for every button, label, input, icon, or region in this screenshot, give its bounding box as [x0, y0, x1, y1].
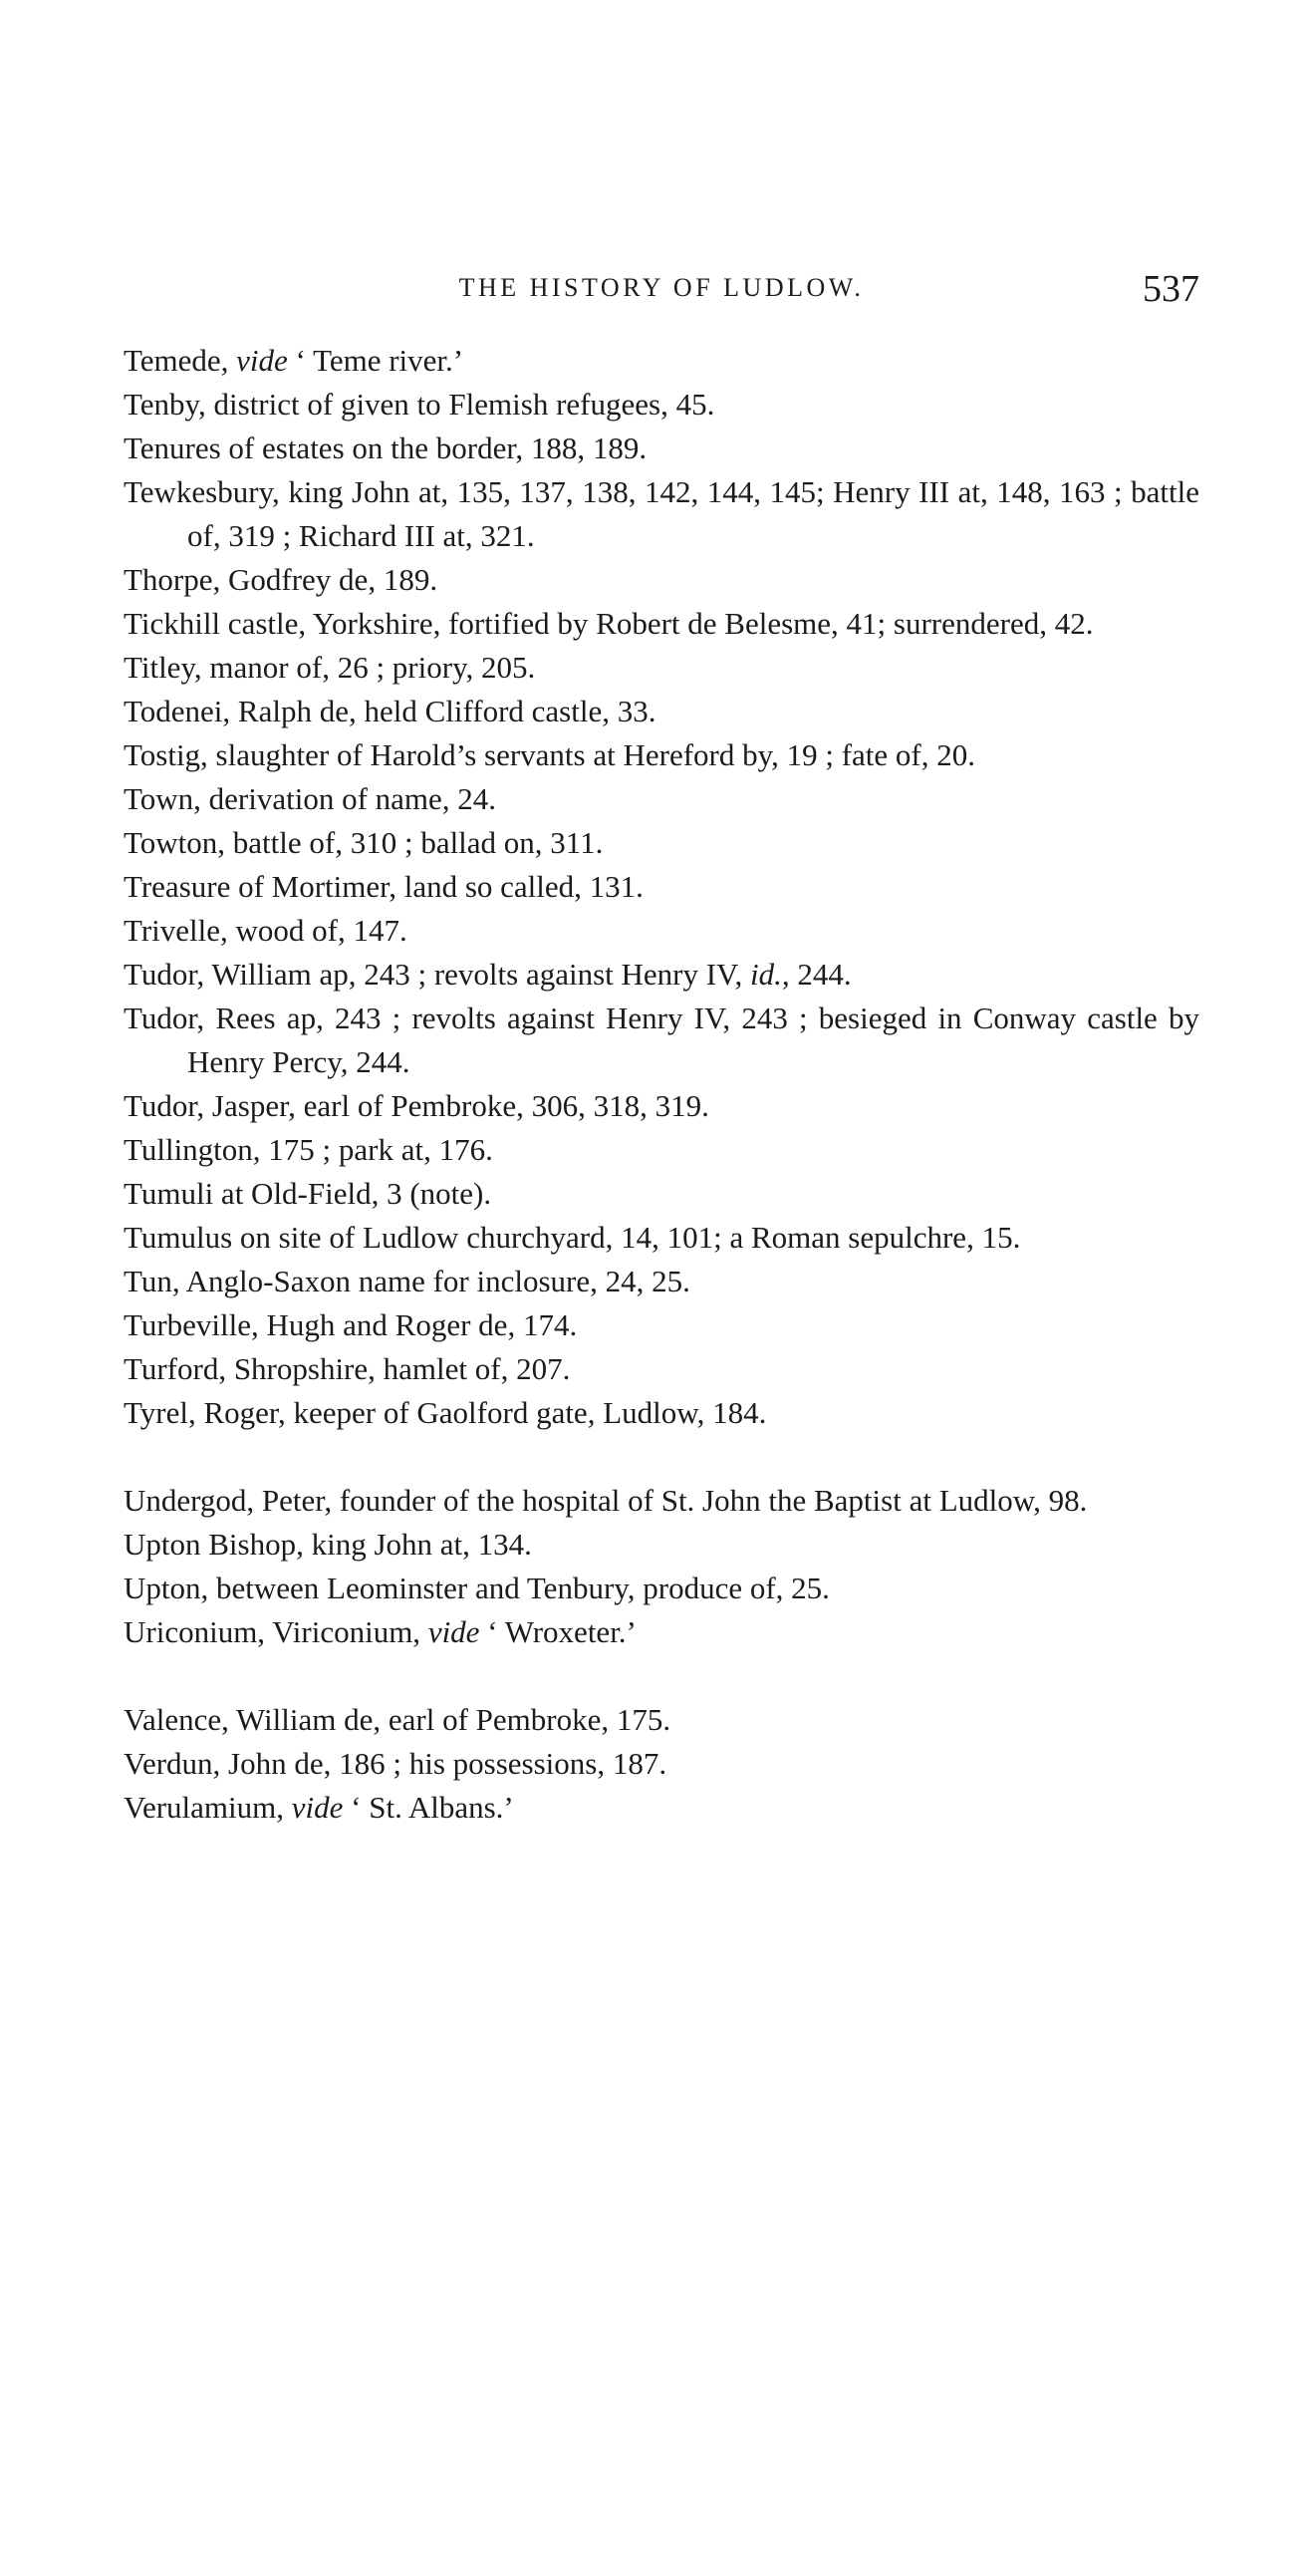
entry-text: Uriconium, Viriconium, — [124, 1614, 428, 1649]
entry-text: Tudor, Rees ap, 243 ; revolts against Henry IV, 243 ; besieged in Conway castle by Henry Percy, 244. — [124, 1001, 1199, 1079]
entry-text: Treasure of Mortimer, land so called, 131. — [124, 869, 644, 904]
entry-text: Tumulus on site of Ludlow churchyard, 14, 101; a Roman sepulchre, 15. — [124, 1220, 1021, 1255]
entry-text: Todenei, Ralph de, held Clifford castle, 33. — [124, 694, 656, 728]
entry-text: Upton, between Leominster and Tenbury, produce of, 25. — [124, 1571, 830, 1605]
index-section-v — [124, 1698, 1199, 1830]
index-entry — [124, 470, 1199, 558]
entry-text: Verulamium, — [124, 1790, 292, 1825]
index-entry — [124, 777, 1199, 821]
index-entry — [124, 1567, 1199, 1610]
entry-text: ‘ Wroxeter.’ — [479, 1614, 637, 1649]
entry-text: Tyrel, Roger, keeper of Gaolford gate, Ludlow, 184. — [124, 1395, 767, 1430]
index-entry — [124, 1172, 1199, 1216]
entry-text: Trivelle, wood of, 147. — [124, 913, 407, 948]
index-entry — [124, 733, 1199, 777]
index-section-t — [124, 339, 1199, 1435]
entry-text: Undergod, Peter, founder of the hospital of St. John the Baptist at Ludlow, 98. — [124, 1483, 1088, 1518]
entry-text: Tudor, William ap, 243 ; revolts against Henry IV, — [124, 957, 750, 992]
entry-text: Tullington, 175 ; park at, 176. — [124, 1132, 493, 1167]
index-entry — [124, 1216, 1199, 1260]
index-entry — [124, 1391, 1199, 1435]
running-title: THE HISTORY OF LUDLOW. — [458, 273, 865, 302]
index-entry — [124, 1786, 1199, 1830]
entry-text: Tun, Anglo-Saxon name for inclosure, 24, 25. — [124, 1264, 690, 1298]
index-entry — [124, 690, 1199, 733]
index-entry — [124, 1742, 1199, 1786]
index-entry — [124, 1479, 1199, 1523]
index-entry — [124, 1523, 1199, 1567]
entry-text: Verdun, John de, 186 ; his possessions, 187. — [124, 1746, 667, 1781]
entry-text: Tenures of estates on the border, 188, 189. — [124, 430, 648, 465]
entry-text: Tenby, district of given to Flemish refugees, 45. — [124, 387, 715, 422]
entry-text: ‘ St. Albans.’ — [343, 1790, 514, 1825]
entry-text: Towton, battle of, 310 ; ballad on, 311. — [124, 825, 604, 860]
index-entry — [124, 1260, 1199, 1303]
entry-text: Tostig, slaughter of Harold’s servants at Hereford by, 19 ; fate of, 20. — [124, 737, 975, 772]
index-entry — [124, 1610, 1199, 1654]
index-entry — [124, 909, 1199, 953]
index-entry — [124, 339, 1199, 383]
index-entry — [124, 1303, 1199, 1347]
entry-text: Town, derivation of name, 24. — [124, 781, 497, 816]
entry-text: Tudor, Jasper, earl of Pembroke, 306, 318, 319. — [124, 1088, 709, 1123]
index-entry — [124, 865, 1199, 909]
index-entry — [124, 1698, 1199, 1742]
index-list — [124, 339, 1199, 1830]
entry-text: id. — [749, 957, 782, 992]
index-entry — [124, 997, 1199, 1084]
page-header — [124, 267, 1199, 317]
entry-text: vide — [236, 343, 288, 378]
entry-text: , 244. — [781, 957, 852, 992]
entry-text: Upton Bishop, king John at, 134. — [124, 1527, 532, 1562]
index-entry — [124, 1128, 1199, 1172]
entry-text: Tumuli at Old-Field, 3 (note). — [124, 1176, 492, 1211]
entry-text: Temede, — [124, 343, 237, 378]
index-entry — [124, 383, 1199, 427]
index-section-u — [124, 1479, 1199, 1654]
entry-text: Tewkesbury, king John at, 135, 137, 138, 142, 144, 145; Henry III at, 148, 163 ; battle of, 319 ; Richard III at, 321. — [124, 474, 1199, 553]
entry-text: Turford, Shropshire, hamlet of, 207. — [124, 1351, 571, 1386]
entry-text: Titley, manor of, 26 ; priory, 205. — [124, 650, 536, 685]
page-number: 537 — [1143, 268, 1199, 310]
index-entry — [124, 953, 1199, 997]
entry-text: Turbeville, Hugh and Roger de, 174. — [124, 1307, 578, 1342]
index-entry — [124, 646, 1199, 690]
entry-text: Tickhill castle, Yorkshire, fortified by Robert de Belesme, 41; surrendered, 42. — [124, 606, 1094, 641]
index-entry — [124, 1084, 1199, 1128]
entry-text: vide — [427, 1614, 480, 1649]
entry-text: vide — [291, 1790, 344, 1825]
index-entry — [124, 1347, 1199, 1391]
index-entry — [124, 427, 1199, 470]
entry-text: Thorpe, Godfrey de, 189. — [124, 562, 438, 597]
entry-text: Valence, William de, earl of Pembroke, 175. — [124, 1702, 671, 1737]
index-entry — [124, 558, 1199, 602]
index-entry — [124, 821, 1199, 865]
entry-text: ‘ Teme river.’ — [287, 343, 464, 378]
index-entry — [124, 602, 1199, 646]
